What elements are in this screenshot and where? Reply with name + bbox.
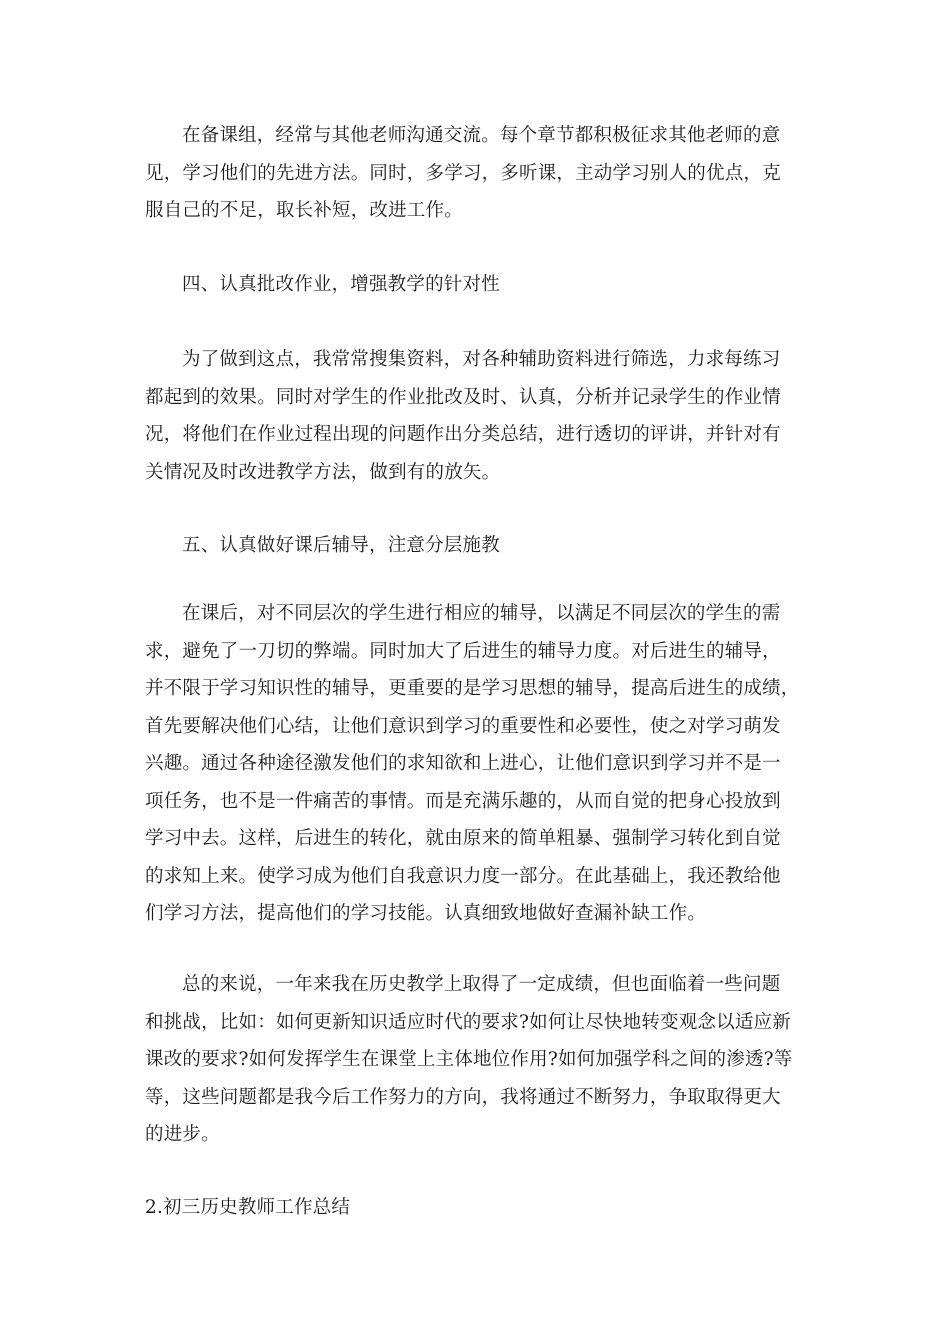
section-heading-homework bbox=[145, 266, 810, 304]
heading-text: 五、认真做好课后辅导，注意分层施教 bbox=[182, 535, 500, 556]
paragraph-line: 并不限于学习知识性的辅导，更重要的是学习思想的辅导，提高后进生的成绩， bbox=[145, 678, 800, 699]
paragraph-lesson-prep bbox=[145, 117, 810, 230]
paragraph-line: 项任务，也不是一件痛苦的事情。而是充满乐趣的，从而自觉的把身心投放到 bbox=[145, 790, 781, 812]
document-section-title bbox=[145, 1189, 810, 1227]
paragraph-line: 们学习方法，提高他们的学习技能。认真细致地做好查漏补缺工作。 bbox=[145, 903, 707, 924]
paragraph-tutoring bbox=[145, 595, 810, 933]
paragraph-line: 课改的要求?如何发挥学生在课堂上主体地位作用?如何加强学科之间的渗透?等 bbox=[145, 1049, 793, 1070]
paragraph-line: 况，将他们在作业过程出现的问题作出分类总结，进行透切的评讲，并针对有 bbox=[145, 424, 781, 445]
paragraph-line: 和挑战，比如：如何更新知识适应时代的要求?如何让尽快地转变观念以适应新 bbox=[145, 1011, 791, 1033]
paragraph-line: 总的来说，一年来我在历史教学上取得了一定成绩，但也面临着一些问题 bbox=[182, 974, 781, 995]
paragraph-line: 服自己的不足，取长补短，改进工作。 bbox=[145, 200, 463, 221]
paragraph-summary bbox=[145, 966, 810, 1154]
paragraph-line: 见，学习他们的先进方法。同时，多学习，多听课，主动学习别人的优点，克 bbox=[145, 162, 781, 184]
paragraph-line: 兴趣。通过各种途径激发他们的求知欲和上进心，让他们意识到学习并不是一 bbox=[145, 753, 781, 774]
paragraph-homework bbox=[145, 341, 810, 491]
paragraph-line: 学习中去。这样，后进生的转化，就由原来的简单粗暴、强制学习转化到自觉 bbox=[145, 828, 781, 849]
paragraph-line: 为了做到这点，我常常搜集资料，对各种辅助资料进行筛选，力求每练习 bbox=[182, 349, 781, 370]
paragraph-line: 的进步。 bbox=[145, 1124, 220, 1145]
paragraph-line: 首先要解决他们心结，让他们意识到学习的重要性和必要性，使之对学习萌发 bbox=[145, 715, 781, 737]
paragraph-line: 等，这些问题都是我今后工作努力的方向，我将通过不断努力，争取取得更大 bbox=[145, 1086, 781, 1108]
section-title-text: 2.初三历史教师工作总结 bbox=[145, 1197, 351, 1218]
paragraph-line: 在课后，对不同层次的学生进行相应的辅导，以满足不同层次的学生的需 bbox=[182, 603, 781, 624]
paragraph-line: 在备课组，经常与其他老师沟通交流。每个章节都积极征求其他老师的意 bbox=[182, 125, 781, 146]
section-heading-tutoring bbox=[145, 527, 810, 565]
paragraph-line: 都起到的效果。同时对学生的作业批改及时、认真，分析并记录学生的作业情 bbox=[145, 386, 781, 408]
heading-text: 四、认真批改作业，增强教学的针对性 bbox=[182, 274, 500, 295]
paragraph-line: 关情况及时改进教学方法，做到有的放矢。 bbox=[145, 461, 501, 483]
paragraph-line: 的求知上来。使学习成为他们自我意识力度一部分。在此基础上，我还教给他 bbox=[145, 865, 781, 887]
paragraph-line: 求，避免了一刀切的弊端。同时加大了后进生的辅导力度。对后进生的辅导， bbox=[145, 640, 781, 662]
